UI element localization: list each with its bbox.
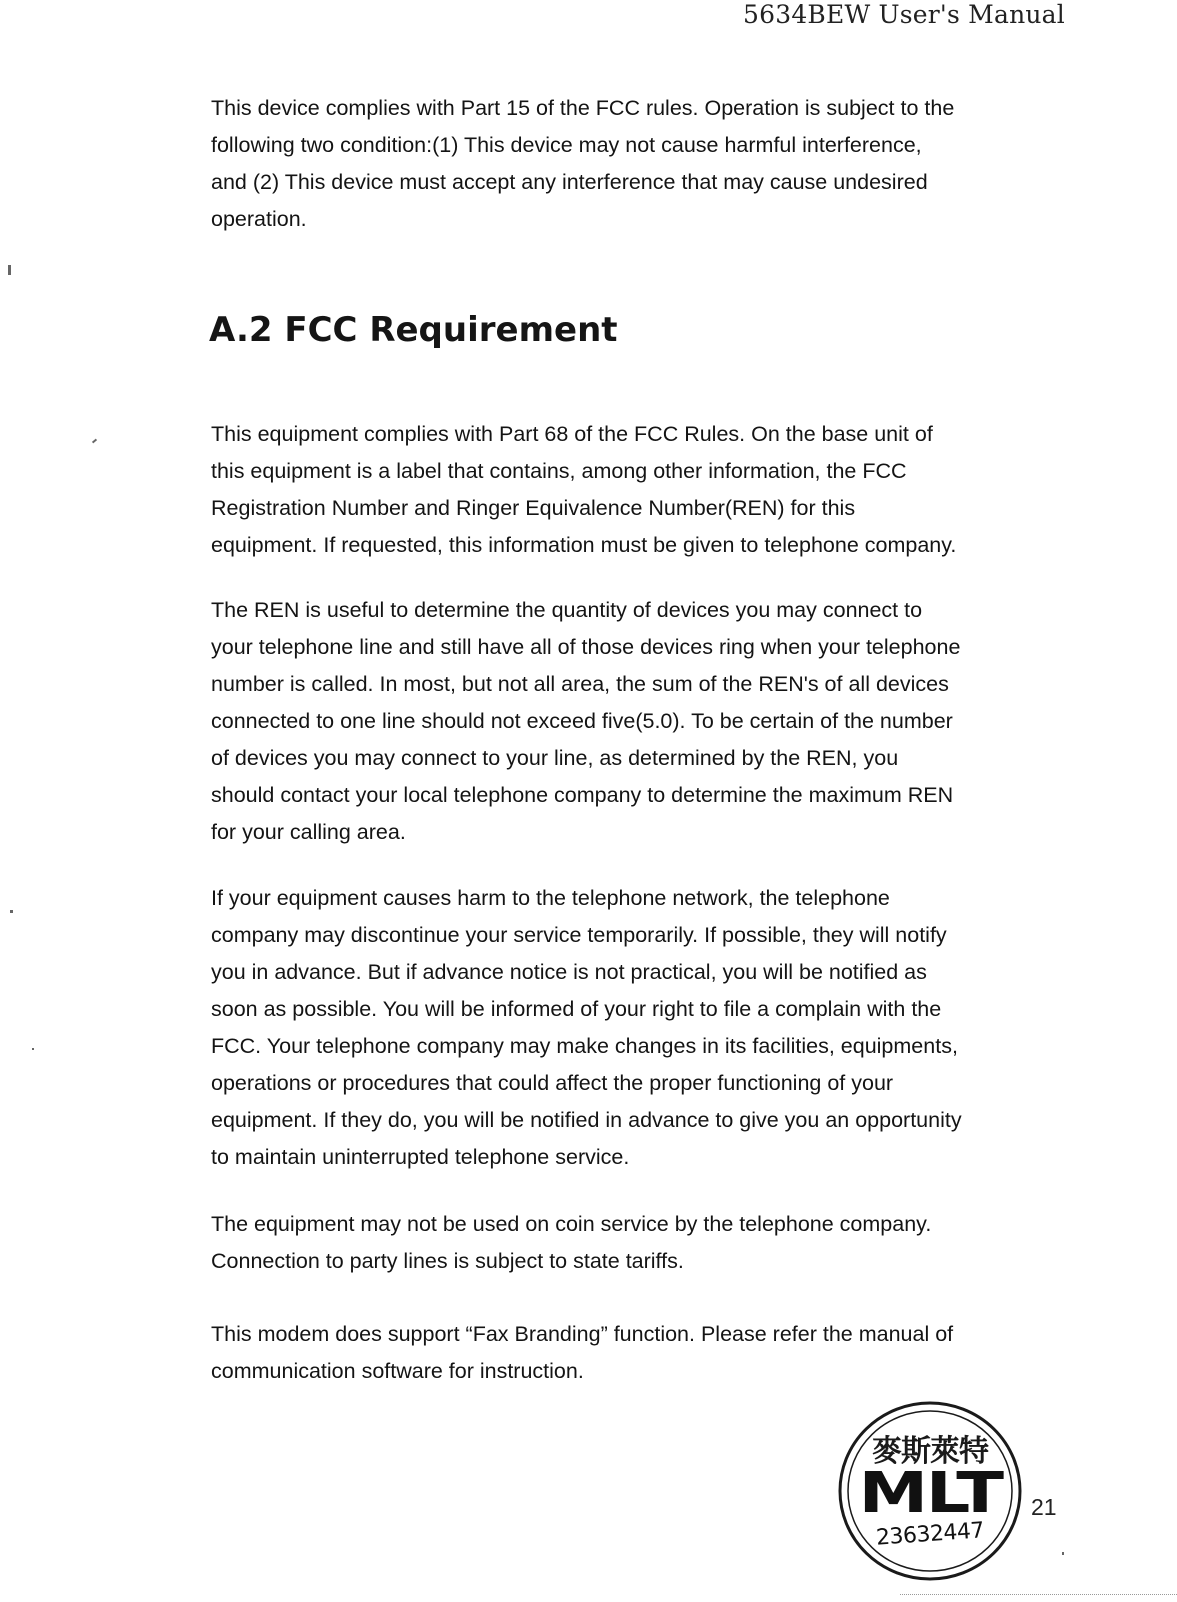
text-line: connected to one line should not exceed five(5.0). To be certain of the number (211, 709, 953, 733)
paragraph-part68 (211, 416, 1091, 564)
scan-speck (1062, 1552, 1064, 1555)
text-line: operations or procedures that could affect the proper functioning of your (211, 1071, 894, 1095)
text-line: soon as possible. You will be informed of your right to file a complain with the (211, 997, 942, 1021)
paragraph-network-harm (211, 880, 1091, 1176)
text-line: If your equipment causes harm to the telephone network, the telephone (211, 886, 890, 910)
running-header: 5634BEW User's Manual (743, 0, 1065, 29)
text-line: your telephone line and still have all of those devices ring when your telephone (211, 635, 961, 659)
text-line: This modem does support “Fax Branding” function. Please refer the manual of (211, 1322, 954, 1346)
text-line: number is called. In most, but not all area, the sum of the REN's of all devices (211, 672, 949, 696)
section-heading: A.2 FCC Requirement (209, 310, 618, 350)
scan-speck (8, 265, 11, 275)
text-line: communication software for instruction. (211, 1359, 584, 1383)
text-line: equipment. If they do, you will be notified in advance to give you an opportunity (211, 1108, 962, 1132)
stamp-number: 23632447 (875, 1518, 985, 1551)
paragraph-coin-service (211, 1206, 1091, 1280)
text-line: Connection to party lines is subject to state tariffs. (211, 1249, 684, 1273)
page-number: 21 (1031, 1494, 1057, 1520)
text-line: for your calling area. (211, 820, 406, 844)
paragraph-ren (211, 592, 1091, 851)
text-line: The equipment may not be used on coin service by the telephone company. (211, 1212, 932, 1236)
stamp-logo: MLT (858, 1461, 1002, 1526)
text-line: This device complies with Part 15 of the FCC rules. Operation is subject to the (211, 96, 955, 120)
mlt-stamp (830, 1388, 1030, 1588)
text-line: you in advance. But if advance notice is not practical, you will be notified as (211, 960, 927, 984)
text-line: This equipment complies with Part 68 of the FCC Rules. On the base unit of (211, 422, 933, 446)
stamp-chinese-name: 麥斯萊特 (872, 1434, 988, 1469)
text-line: The REN is useful to determine the quantity of devices you may connect to (211, 598, 923, 622)
text-line: company may discontinue your service temporarily. If possible, they will notify (211, 923, 947, 947)
text-line: equipment. If requested, this information must be given to telephone company. (211, 533, 957, 557)
text-line: FCC. Your telephone company may make changes in its facilities, equipments, (211, 1034, 958, 1058)
scan-edge-rule (900, 1594, 1177, 1596)
intro-paragraph (211, 90, 1091, 238)
text-line: and (2) This device must accept any interference that may cause undesired (211, 170, 928, 194)
text-line: to maintain uninterrupted telephone service. (211, 1145, 630, 1169)
scan-speck (10, 910, 13, 913)
text-line: Registration Number and Ringer Equivalence Number(REN) for this (211, 496, 856, 520)
scan-speck (32, 1048, 34, 1050)
text-line: of devices you may connect to your line, as determined by the REN, you (211, 746, 899, 770)
paragraph-fax-branding (211, 1316, 1091, 1390)
text-line: operation. (211, 207, 307, 231)
text-line: following two condition:(1) This device may not cause harmful interference, (211, 133, 922, 157)
text-line: should contact your local telephone company to determine the maximum REN (211, 783, 954, 807)
text-line: this equipment is a label that contains, among other information, the FCC (211, 459, 907, 483)
scan-speck (92, 439, 97, 444)
